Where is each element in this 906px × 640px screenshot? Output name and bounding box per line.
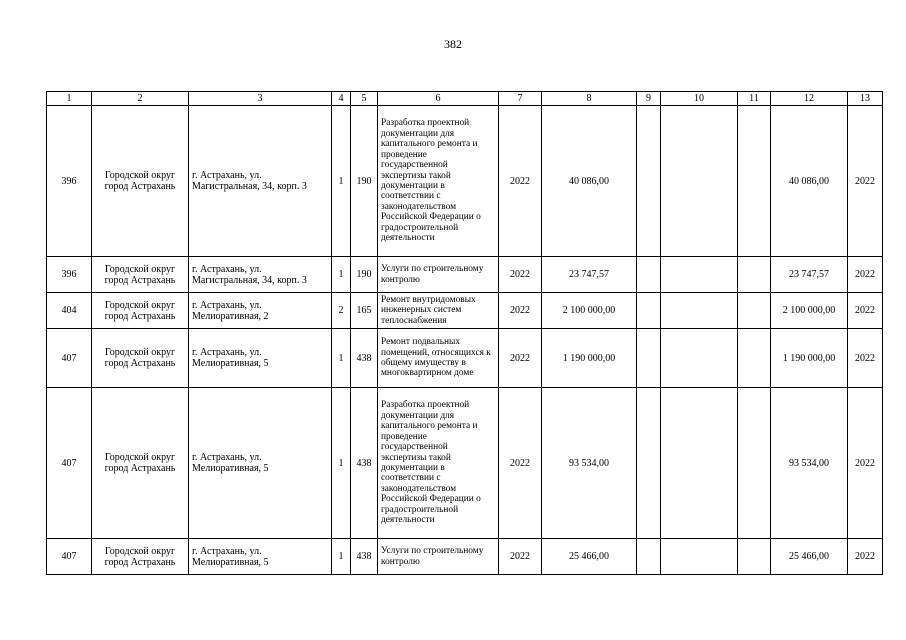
col5-cell: 190 [351,257,378,293]
col11-cell [738,539,771,575]
municipality-cell: Городской округ город Астрахань [92,257,189,293]
municipality-cell: Городской округ город Астрахань [92,329,189,388]
col5-cell: 438 [351,329,378,388]
municipality-cell: Городской округ город Астрахань [92,539,189,575]
row-number-cell: 404 [47,293,92,329]
column-header: 1 [47,92,92,106]
municipality-cell: Городской округ город Астрахань [92,293,189,329]
column-header: 6 [378,92,499,106]
amount-cell: 93 534,00 [542,388,637,539]
col10-cell [661,388,738,539]
col9-cell [637,388,661,539]
column-header: 8 [542,92,637,106]
col11-cell [738,106,771,257]
column-header: 3 [189,92,332,106]
year-cell: 2022 [499,388,542,539]
col9-cell [637,539,661,575]
work-type-cell: Услуги по строительному контролю [378,257,499,293]
table-row [47,329,883,388]
column-header: 11 [738,92,771,106]
address-cell: г. Астрахань, ул. Мелиоративная, 5 [189,329,332,388]
table-row [47,293,883,329]
amount-cell: 25 466,00 [542,539,637,575]
total-cell: 1 190 000,00 [771,329,848,388]
column-header: 4 [332,92,351,106]
address-cell: г. Астрахань, ул. Магистральная, 34, корп. 3 [189,106,332,257]
amount-cell: 40 086,00 [542,106,637,257]
total-cell: 2 100 000,00 [771,293,848,329]
table-row [47,257,883,293]
municipality-cell: Городской округ город Астрахань [92,388,189,539]
col4-cell: 1 [332,539,351,575]
column-header: 13 [848,92,883,106]
amount-cell: 1 190 000,00 [542,329,637,388]
address-cell: г. Астрахань, ул. Магистральная, 34, корп. 3 [189,257,332,293]
col5-cell: 165 [351,293,378,329]
table-row [47,106,883,257]
table-row [47,539,883,575]
year-end-cell: 2022 [848,539,883,575]
row-number-cell: 407 [47,329,92,388]
col4-cell: 1 [332,106,351,257]
year-cell: 2022 [499,329,542,388]
work-type-cell: Разработка проектной документации для капитального ремонта и проведение государственной экспертизы такой документации в соответствии с законодательством Российской Федерации о градостроительной деятельности [378,388,499,539]
column-header: 5 [351,92,378,106]
table-row [47,388,883,539]
col5-cell: 190 [351,106,378,257]
year-cell: 2022 [499,539,542,575]
col11-cell [738,388,771,539]
year-cell: 2022 [499,106,542,257]
col5-cell: 438 [351,388,378,539]
col4-cell: 1 [332,388,351,539]
col11-cell [738,329,771,388]
year-cell: 2022 [499,257,542,293]
col4-cell: 1 [332,257,351,293]
col11-cell [738,257,771,293]
col4-cell: 2 [332,293,351,329]
row-number-cell: 407 [47,539,92,575]
row-number-cell: 396 [47,106,92,257]
column-number-row [47,92,883,106]
column-header: 10 [661,92,738,106]
municipality-cell: Городской округ город Астрахань [92,106,189,257]
year-cell: 2022 [499,293,542,329]
work-type-cell: Разработка проектной документации для капитального ремонта и проведение государственной экспертизы такой документации в соответствии с законодательством Российской Федерации о градостроительной деятельности [378,106,499,257]
col9-cell [637,257,661,293]
column-header: 12 [771,92,848,106]
total-cell: 93 534,00 [771,388,848,539]
col10-cell [661,106,738,257]
year-end-cell: 2022 [848,388,883,539]
total-cell: 40 086,00 [771,106,848,257]
year-end-cell: 2022 [848,257,883,293]
column-header: 9 [637,92,661,106]
amount-cell: 2 100 000,00 [542,293,637,329]
col10-cell [661,257,738,293]
work-type-cell: Услуги по строительному контролю [378,539,499,575]
col9-cell [637,329,661,388]
col10-cell [661,329,738,388]
column-header: 7 [499,92,542,106]
amount-cell: 23 747,57 [542,257,637,293]
page-number: 382 [444,37,462,51]
total-cell: 23 747,57 [771,257,848,293]
col9-cell [637,293,661,329]
address-cell: г. Астрахань, ул. Мелиоративная, 2 [189,293,332,329]
year-end-cell: 2022 [848,293,883,329]
col10-cell [661,293,738,329]
col11-cell [738,293,771,329]
col9-cell [637,106,661,257]
column-header: 2 [92,92,189,106]
capital-repair-table [46,91,883,575]
col10-cell [661,539,738,575]
work-type-cell: Ремонт подвальных помещений, относящихся к общему имуществу в многоквартирном доме [378,329,499,388]
col4-cell: 1 [332,329,351,388]
col5-cell: 438 [351,539,378,575]
year-end-cell: 2022 [848,329,883,388]
year-end-cell: 2022 [848,106,883,257]
address-cell: г. Астрахань, ул. Мелиоративная, 5 [189,539,332,575]
work-type-cell: Ремонт внутридомовых инженерных систем теплоснабжения [378,293,499,329]
total-cell: 25 466,00 [771,539,848,575]
row-number-cell: 407 [47,388,92,539]
address-cell: г. Астрахань, ул. Мелиоративная, 5 [189,388,332,539]
row-number-cell: 396 [47,257,92,293]
